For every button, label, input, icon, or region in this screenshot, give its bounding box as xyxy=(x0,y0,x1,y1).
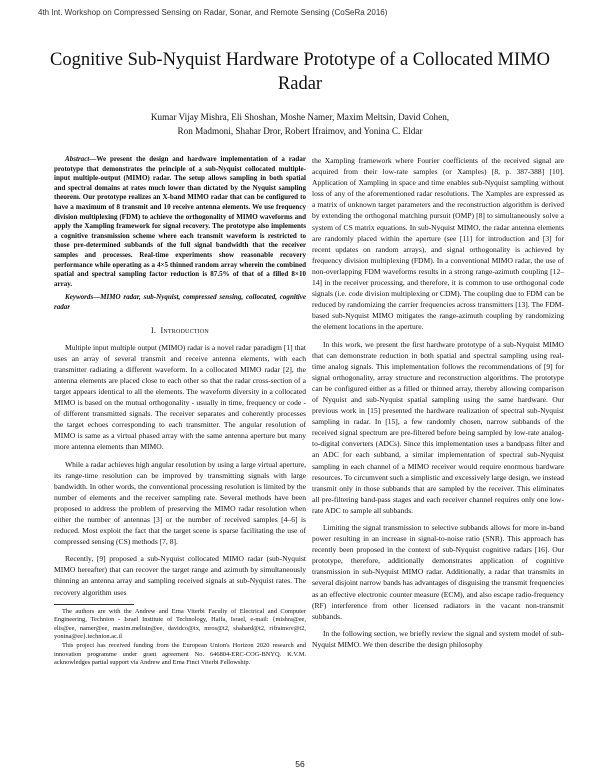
body-paragraph: Recently, [9] proposed a sub-Nyquist collocated MIMO radar (sub-Nyquist MIMO hereafter) that can recover the target range and azimuth by simultaneously thinning an antenna array and sampling received signals at sub-Nyquist rates. The recovery algorithm uses xyxy=(54,554,306,597)
abstract-label: Abstract xyxy=(65,155,90,163)
keywords-label: Keywords xyxy=(65,293,94,302)
body-paragraph: Limiting the signal transmission to selective subbands allows for more in-band power resulting in an increase in signal-to-noise ratio (SNR). This approach has recently been proposed in the context of sub-Nyquist cognitive radars [16]. Our prototype, therefore, additionally demonstrates application of cognitive transmission in sub-Nyquist MIMO radar. Additionally, a radar that transmits in several disjoint narrow bands has advantages of disguising the transmit frequencies as an effective electronic counter measure (ECM), and also escape radio-frequency (RF) interference from other licensed radiators in the vacant non-transmit subbands. xyxy=(312,523,564,621)
body-paragraph: Multiple input multiple output (MIMO) radar is a novel radar paradigm [1] that uses an array of several transmit and receive antenna elements, with each transmitter radiating a different waveform. In a collocated MIMO radar [2], the antenna elements are placed close to each other so that the radar cross-section of a target appears identical to all the elements. The waveform diversity in a collocated MIMO is based on the mutual orthogonality - usually in time, frequency or code - of different transmitted signals. The receiver separates and coherently processes the target echoes corresponding to each transmitter. The angular resolution of MIMO is same as a virtual phased array with the same antenna aperture but many more antenna elements than MIMO. xyxy=(54,342,306,452)
body-paragraph: While a radar achieves high angular resolution by using a large virtual aperture, its range-time resolution can be improved by transmitting signals with large bandwidth. In other words, the conventional processing resolution is limited by the number of elements and the receiver sampling rate. Several methods have been proposed to address the problem of preserving the MIMO radar resolution when either the number of antennas [3] or the number of received samples [4–6] is reduced. Most exploit the fact that the target scene is sparse facilitating the use of compressed sensing (CS) methods [7, 8]. xyxy=(54,459,306,547)
author-line: Kumar Vijay Mishra, Eli Shoshan, Moshe Namer, Maxim Meltsin, David Cohen, xyxy=(150,112,450,122)
author-line: Ron Madmoni, Shahar Dror, Robert Ifraimov, and Yonina C. Eldar xyxy=(177,125,423,136)
footnote-divider xyxy=(54,604,134,605)
footnote: The authors are with the Andrew and Erna Viterbi Faculty of Electrical and Computer Engineering, Technion - Israel Institute of Technology, Haifa, Israel, e-mail: {mishra@ee, elis@ee, namer@ee, maxim.meltsin@ee, davidco@tx, mros@t2, shahard@t2, rifraimov@t2, yonina@ee}.technion.ac.il xyxy=(54,607,306,641)
author-list xyxy=(40,111,560,138)
body-paragraph: In the following section, we briefly review the signal and system model of sub-Nyquist MIMO. We then describe the design philosophy xyxy=(312,628,564,649)
abstract xyxy=(54,155,306,289)
right-column xyxy=(312,155,564,650)
keywords xyxy=(54,293,306,312)
footnote: This project has received funding from the European Union's Horizon 2020 research and innovation programme under grant agreement No. 646804-ERC-COG-BNYQ. K.V.M. acknowledges partial support via Andrew and Erna Finci Viterbi Fellowship. xyxy=(54,642,306,667)
left-column xyxy=(54,155,306,668)
section-heading xyxy=(54,325,306,336)
section-numeral: I. xyxy=(151,325,157,335)
body-paragraph: the Xampling framework where Fourier coefficients of the received signal are acquired from their low-rate samples (or Xamples) [8, p. 387-388] [10]. Application of Xampling in space and time enables sub-Nyquist sampling without loss of any of the aforementioned radar resolutions. The Xamples are expressed as a matrix of unknown target parameters and the reconstruction algorithm is derived by extending the orthogonal matching pursuit (OMP) [8] to simultaneously solve a system of CS matrix equations. In sub-Nyquist MIMO, the radar antenna elements are randomly placed within the aperture (see [11] for introduction and [3] for recent updates on random arrays), and signal orthogonality is achieved by frequency division multiplexing (FDM). In a conventional MIMO radar, the use of non-overlapping FDM waveforms results in a strong range-azimuth coupling [12–14] in the receiver processing, and therefore, it is common to use orthogonal code signals (i.e. code division multiplexing or CDM). The coupling due to FDM can be reduced by randomizing the carrier frequencies across transmitters [13]. The FDM-based sub-Nyquist MIMO mitigates the range-azimuth coupling by randomizing the element locations in the aperture. xyxy=(312,156,564,332)
conference-header: 4th Int. Workshop on Compressed Sensing on Radar, Sonar, and Remote Sensing (CoSeRa 2016) xyxy=(38,8,388,17)
body-paragraph: In this work, we present the first hardware prototype of a sub-Nyquist MIMO that can demonstrate reduction in both spatial and spectral sampling using real-time analog signals. This implementation follows the recommendations of [9] for signal orthogonality, array structure and reconstruction algorithms. The prototype can be configured either as a filled or thinned array, thereby allowing comparison of Nyquist and sub-Nyquist spatial sampling using the same hardware. Our previous work in [15] presented the hardware realization of spectral sub-Nyquist sampling in radar. In [15], a few randomly chosen, narrow subbands of the received signal spectrum are pre-filtered before being sampled by low-rate analog-to-digital converters (ADCs). Since this implementation uses a bandpass filter and an ADC for each subband, a similar implementation of spectral sub-Nyquist sampling in each channel of a MIMO receiver would require enormous hardware resources. To circumvent such a simplistic and excessively large design, we instead transmit only in those subbands that are sampled by the receiver. This eliminates all pre-filtering band-pass stages and each receiver channel requires only one low-rate ADC to sample all subbands. xyxy=(312,339,564,515)
page-number: 56 xyxy=(295,759,305,769)
keywords-text: —MIMO radar, sub-Nyquist, compressed sensing, collocated, cognitive radar xyxy=(54,293,306,311)
section-name: Introduction xyxy=(160,325,209,335)
abstract-text: —We present the design and hardware implementation of a radar prototype that demonstrates the principle of a sub-Nyquist collocated multiple-input multiple-output (MIMO) radar. The setup allows sampling in both spatial and spectral domains at rates much lower than dictated by the Nyquist sampling theorem. Our prototype realizes an X-band MIMO radar that can be configured to have a maximum of 8 transmit and 10 receive antenna elements. We use frequency division multiplexing (FDM) to achieve the orthogonality of MIMO waveforms and apply the Xampling framework for signal recovery. The prototype also implements a cognitive transmission scheme where each transmit waveform is restricted to those pre-determined subbands of the full signal bandwidth that the receiver samples and processes. Real-time experiments show reasonable recovery performance while operating as a 4×5 thinned random array wherein the combined spatial and spectral sampling factor reduction is 87.5% of that of a filled 8×10 array. xyxy=(54,155,306,288)
paper-title: Cognitive Sub-Nyquist Hardware Prototype of a Collocated MIMO Radar xyxy=(50,50,550,94)
